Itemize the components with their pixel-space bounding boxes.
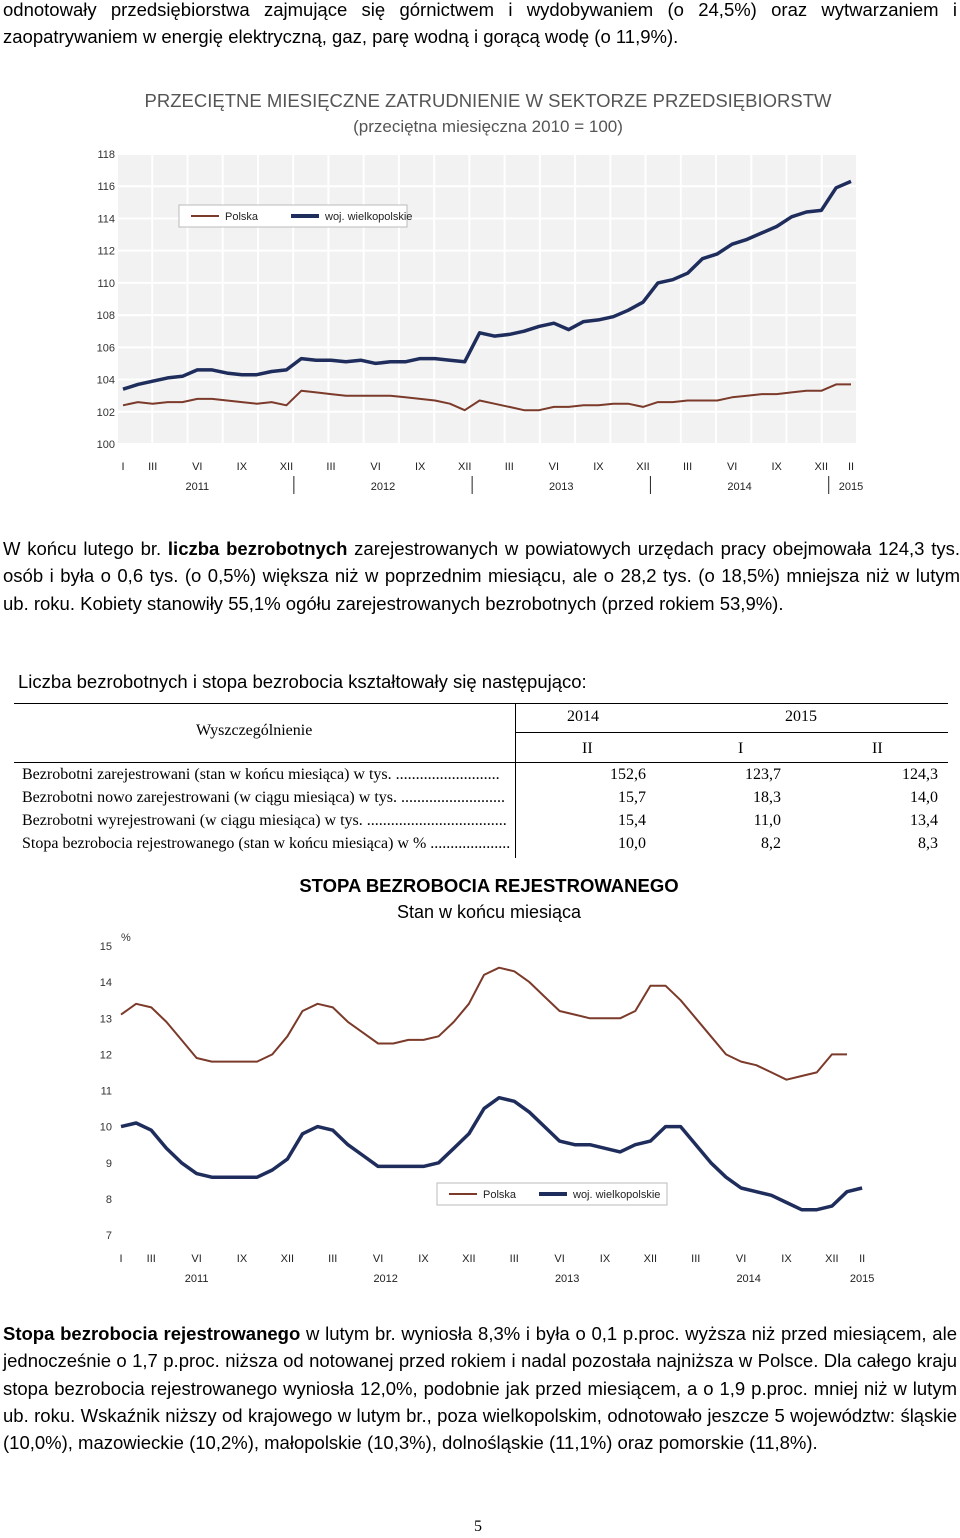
- x-tick-label: VI: [372, 1253, 384, 1265]
- x-tick-label: XII: [457, 461, 472, 473]
- x-tick-label: VI: [554, 1253, 565, 1265]
- x-tick-label: VI: [370, 461, 381, 473]
- chart2-title: STOPA BEZROBOCIA REJESTROWANEGO: [299, 875, 679, 896]
- x-tick-label: III: [682, 461, 693, 473]
- unemployment-rate-chart: [0, 868, 960, 1298]
- table-mid-rule: [515, 732, 948, 733]
- y-tick-label: 102: [96, 406, 115, 419]
- chart1-title: PRZECIĘTNE MIESIĘCZNE ZATRUDNIENIE W SEKTORZE PRZEDSIĘBIORSTW: [144, 90, 832, 111]
- outro-paragraph: [3, 1320, 957, 1456]
- year-label: 2013: [549, 481, 574, 493]
- year-label: 2014: [727, 481, 752, 493]
- x-tick-label: III: [328, 1253, 338, 1265]
- x-tick-label: VI: [191, 1253, 202, 1265]
- table-header-label: Wyszczególnienie: [196, 722, 313, 739]
- employment-chart-svg: [0, 80, 960, 500]
- y-tick-label: 106: [96, 342, 115, 355]
- y-tick-label: 10: [99, 1121, 112, 1134]
- x-tick-label: IX: [418, 1253, 429, 1265]
- year-label: 2011: [184, 1273, 209, 1285]
- x-tick-label: III: [691, 1253, 701, 1265]
- year-label: 2011: [185, 481, 210, 493]
- row-label: Bezrobotni nowo zarejestrowani (w ciągu miesiąca) w tys. ..........................: [22, 789, 505, 806]
- row-value-2015-I: 18,3: [753, 789, 781, 806]
- x-tick-label: II: [847, 461, 855, 473]
- unemployment-prefix: W końcu lutego br.: [3, 538, 168, 559]
- intro-paragraph: odnotowały przedsiębiorstwa zajmujące się górnictwem i wydobywaniem (o 24,5%) oraz wytwarzaniem i zaopatrywaniem w energię elektryczną, gaz, parę wodną i gorącą wodę (o 11,9%).: [3, 0, 957, 48]
- x-tick-label: VI: [735, 1253, 747, 1265]
- year-label: 2014: [736, 1273, 761, 1285]
- x-tick-label: IX: [771, 461, 782, 473]
- chart2-unit: %: [121, 932, 131, 944]
- x-tick-label: IX: [236, 461, 248, 473]
- row-value-2015-II: 124,3: [902, 766, 938, 783]
- page-number: 5: [474, 1518, 482, 1535]
- unemployment-rate-chart-svg: [0, 868, 960, 1298]
- x-tick-label: IX: [781, 1253, 792, 1265]
- row-value-2014-II: 10,0: [618, 835, 646, 852]
- x-tick-label: III: [326, 461, 336, 473]
- y-tick-label: 14: [99, 977, 112, 990]
- row-value-2015-I: 123,7: [745, 766, 781, 783]
- table-row: [14, 766, 948, 788]
- legend-label: woj. wielkopolskie: [573, 1189, 661, 1201]
- unemployment-bold: liczba bezrobotnych: [167, 538, 348, 559]
- year-label: 2013: [554, 1273, 580, 1285]
- row-value-2014-II: 15,4: [618, 812, 646, 829]
- y-tick-label: 118: [97, 149, 115, 161]
- series-line: [121, 968, 847, 1080]
- y-tick-label: 12: [99, 1049, 112, 1062]
- x-tick-label: III: [509, 1253, 519, 1265]
- table-row: [14, 835, 948, 857]
- x-tick-label: VI: [548, 461, 560, 473]
- unemployment-rest: zarejestrowanych w powiatowych urzędach pracy obejmowała 124,3 tys. osób i była o 0,6 tys. (o 0,5%) większa niż w poprzednim miesiącu, ale o 28,2 tys. (o 18,5%) mniejsza niż w lutym ub. roku. Kobiety stanowiły 55,1% ogółu zarejestrowanych bezrobotnych (przed rokiem 53,9%).: [3, 538, 960, 614]
- table-row: [14, 812, 948, 834]
- table-col-2014-II: II: [582, 740, 593, 757]
- x-tick-label: IX: [414, 461, 426, 473]
- row-value-2015-I: 11,0: [753, 812, 781, 829]
- x-tick-label: XII: [825, 1253, 839, 1265]
- y-tick-label: 100: [96, 439, 115, 451]
- y-tick-label: 9: [105, 1157, 112, 1170]
- table-col-2015-II: II: [872, 740, 883, 757]
- table-year-2014: 2014: [567, 708, 599, 725]
- legend-label: Polska: [225, 211, 259, 223]
- table-header-rule: [14, 762, 948, 763]
- y-tick-label: 15: [99, 941, 112, 953]
- year-label: 2015: [849, 1273, 875, 1285]
- x-tick-label: XII: [280, 1253, 295, 1265]
- row-value-2015-II: 8,3: [918, 835, 938, 852]
- x-tick-label: XII: [636, 461, 650, 473]
- x-tick-label: XII: [814, 461, 829, 473]
- x-tick-label: III: [146, 1253, 156, 1265]
- row-label: Stopa bezrobocia rejestrowanego (stan w końcu miesiąca) w % ....................: [22, 835, 511, 852]
- row-value-2014-II: 15,7: [618, 789, 646, 806]
- x-tick-label: XII: [643, 1253, 658, 1265]
- year-label: 2012: [373, 1273, 398, 1285]
- table-year-2015: 2015: [785, 708, 817, 725]
- row-label: Bezrobotni zarejestrowani (stan w końcu miesiąca) w tys. ..........................: [22, 766, 500, 783]
- outro-bold: Stopa bezrobocia rejestrowanego: [3, 1323, 301, 1344]
- x-tick-label: XII: [279, 461, 294, 473]
- table-row: [14, 789, 948, 811]
- row-label: Bezrobotni wyrejestrowani (w ciągu miesiąca) w tys. ...................................: [22, 812, 507, 829]
- x-tick-label: IX: [593, 461, 604, 473]
- x-tick-label: XII: [462, 1253, 476, 1265]
- year-label: 2012: [370, 481, 396, 493]
- x-tick-label: IX: [236, 1253, 248, 1265]
- y-tick-label: 11: [100, 1085, 112, 1098]
- table-top-rule: [14, 703, 948, 704]
- x-tick-label: II: [859, 1253, 866, 1265]
- employment-chart: [0, 80, 960, 500]
- y-tick-label: 8: [105, 1193, 112, 1206]
- chart1-subtitle: (przeciętna miesięczna 2010 = 100): [353, 117, 623, 136]
- x-tick-label: VI: [192, 461, 203, 473]
- y-tick-label: 13: [99, 1013, 112, 1026]
- y-tick-label: 7: [105, 1230, 112, 1242]
- table-col-2015-I: I: [738, 740, 744, 757]
- year-label: 2015: [838, 481, 864, 493]
- x-tick-label: VI: [726, 461, 738, 473]
- y-tick-label: 114: [97, 213, 115, 226]
- y-tick-label: 112: [97, 245, 115, 258]
- chart2-subtitle: Stan w końcu miesiąca: [396, 902, 582, 922]
- unemployment-paragraph: [3, 535, 960, 617]
- y-tick-label: 116: [97, 181, 115, 194]
- legend-label: Polska: [483, 1189, 517, 1201]
- row-value-2015-I: 8,2: [761, 835, 781, 852]
- x-tick-label: III: [504, 461, 514, 473]
- x-tick-label: I: [121, 461, 125, 473]
- y-tick-label: 104: [96, 374, 115, 387]
- row-value-2015-II: 13,4: [910, 812, 938, 829]
- x-tick-label: III: [148, 461, 158, 473]
- row-value-2014-II: 152,6: [610, 766, 646, 783]
- x-tick-label: I: [119, 1253, 123, 1265]
- y-tick-label: 108: [96, 310, 115, 323]
- x-tick-label: IX: [599, 1253, 611, 1265]
- y-tick-label: 110: [97, 277, 115, 290]
- legend-label: woj. wielkopolskie: [325, 211, 413, 223]
- table-lead: Liczba bezrobotnych i stopa bezrobocia kształtowały się następująco:: [18, 671, 587, 692]
- row-value-2015-II: 14,0: [910, 789, 938, 806]
- outro-rest: w lutym br. wyniosła 8,3% i była o 0,1 p.proc. wyższa niż przed miesiącem, ale jednocześnie o 1,7 p.proc. niższa od notowanej przed rokiem i nadal pozostała najniższa w Polsce. Dla całego kraju stopa bezrobocia rejestrowanego wyniosła 12,0%, podobnie jak przed miesiącem, a o 1,9 p.proc. mniej niż w lutym ub. roku. Wskaźnik niższy od krajowego w lutym br., poza wielkopolskim, odnotowało jeszcze 5 województw: śląskie (10,0%), mazowieckie (10,2%), małopolskie (10,3%), dolnośląskie (11,1%) oraz pomorskie (11,8%).: [3, 1323, 957, 1454]
